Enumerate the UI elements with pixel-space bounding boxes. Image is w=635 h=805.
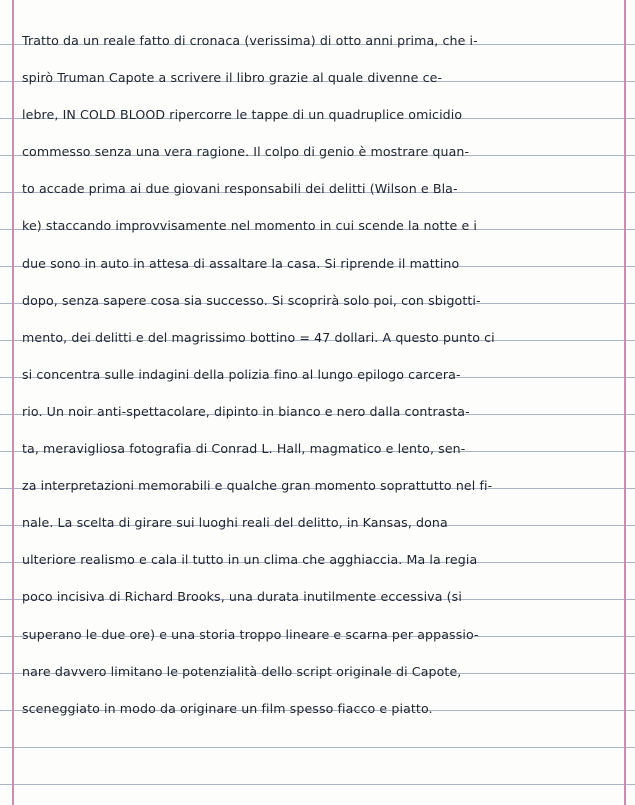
text-line: dopo, senza sapere cosa sia successo. Si scoprirà solo poi, con sbigotti- xyxy=(22,292,481,308)
text-line: ulteriore realismo e cala il tutto in un clima che agghiaccia. Ma la regia xyxy=(22,552,478,568)
text-line: ke) staccando improvvisamente nel momento in cui scende la notte e i xyxy=(22,218,477,234)
text-line: si concentra sulle indagini della polizia fino al lungo epilogo carcera- xyxy=(22,366,461,382)
text-line: nale. La scelta di girare sui luoghi reali del delitto, in Kansas, dona xyxy=(22,515,448,531)
text-line: superano le due ore) e una storia troppo lineare e scarna per appassio- xyxy=(22,626,479,642)
handwritten-text xyxy=(22,22,618,727)
text-line: mento, dei delitti e del magrissimo bottino = 47 dollari. A questo punto ci xyxy=(22,329,495,345)
text-line: rio. Un noir anti-spettacolare, dipinto in bianco e nero dalla contrasta- xyxy=(22,403,470,419)
right-margin-line xyxy=(624,0,626,805)
text-line: Tratto da un reale fatto di cronaca (verissima) di otto anni prima, che i- xyxy=(22,33,478,48)
text-line: commesso senza una vera ragione. Il colpo di genio è mostrare quan- xyxy=(22,144,470,160)
text-line: due sono in auto in attesa di assaltare la casa. Si riprende il mattino xyxy=(22,255,460,271)
text-line: za interpretazioni memorabili e qualche gran momento soprattutto nel fi- xyxy=(22,478,493,494)
text-line: lebre, IN COLD BLOOD ripercorre le tappe di un quadruplice omicidio xyxy=(22,107,463,123)
text-line: poco incisiva di Richard Brooks, una durata inutilmente eccessiva (si xyxy=(22,589,462,605)
text-line: to accade prima ai due giovani responsabili dei delitti (Wilson e Bla- xyxy=(22,181,458,197)
left-margin-line xyxy=(12,0,14,805)
text-line: sceneggiato in modo da originare un film spesso fiacco e piatto. xyxy=(22,700,433,716)
text-line: spirò Truman Capote a scrivere il libro grazie al quale divenne ce- xyxy=(22,70,443,86)
text-line: ta, meravigliosa fotografia di Conrad L. Hall, magmatico e lento, sen- xyxy=(22,441,466,457)
text-line: nare davvero limitano le potenzialità dello script originale di Capote, xyxy=(22,663,462,679)
